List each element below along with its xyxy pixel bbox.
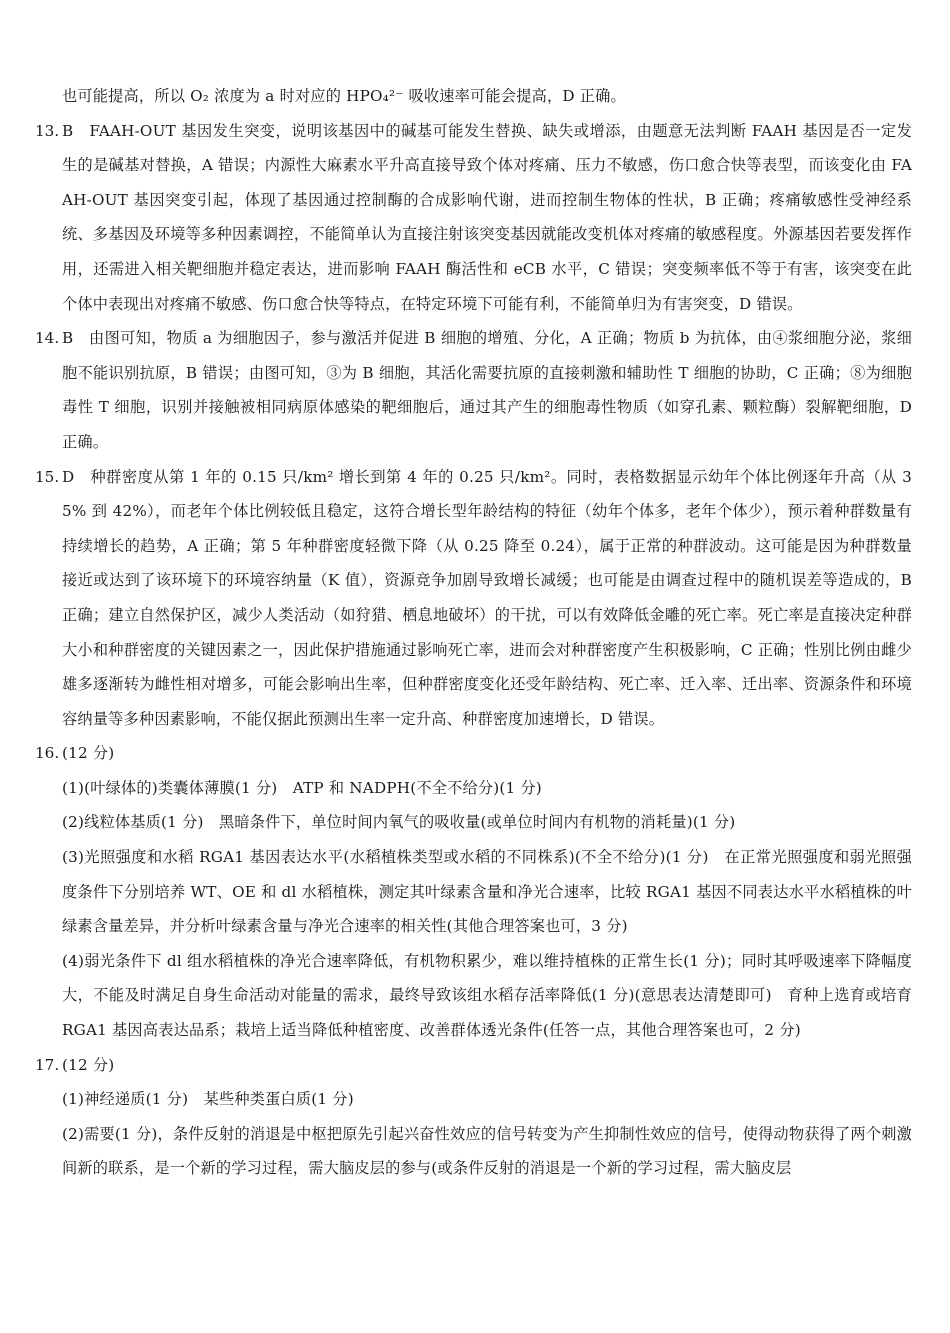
question-17 [35, 1048, 912, 1186]
question-number: 17. [35, 1055, 60, 1074]
question-14-text [62, 321, 912, 459]
sub-answer-1: (1)神经递质(1 分) 某些种类蛋白质(1 分) [62, 1090, 354, 1109]
question-16 [35, 736, 912, 1047]
sub-answer-2: (2)线粒体基质(1 分) 黑暗条件下，单位时间内氧气的吸收量(或单位时间内有机物的消耗量)(1 分) [62, 813, 736, 832]
answer-letter: B [62, 329, 74, 348]
question-score: (12 分) [62, 1055, 115, 1074]
sub-answer-3: (3)光照强度和水稻 RGA1 基因表达水平(水稻植株类型或水稻的不同株系)(不全不给分)(1 分) 在正常光照强度和弱光照强度条件下分别培养 WT、OE 和 dl 水稻植株，测定其叶绿素含量和净光合速率，比较 RGA1 基因不同表达水平水稻植株的叶绿素含量差异，并分析叶绿素含量与净光合速率的相关性(其他合理答案也可，3 分) [62, 848, 912, 936]
answer-letter: B [62, 121, 74, 140]
explanation: 由图可知，物质 a 为细胞因子，参与激活并促进 B 细胞的增殖、分化，A 正确；物质 b 为抗体，由④浆细胞分泌，浆细胞不能识别抗原，B 错误；由图可知，③为 B 细胞，其活化需要抗原的直接刺激和辅助性 T 细胞的协助，C 正确；⑧为细胞毒性 T 细胞，识别并接触被相同病原体感染的靶细胞后，通过其产生的细胞毒性物质（如穿孔素、颗粒酶）裂解靶细胞，D 正确。 [62, 329, 913, 451]
question-13 [35, 114, 913, 322]
sub-answer-1: (1)(叶绿体的)类囊体薄膜(1 分) ATP 和 NADPH(不全不给分)(1 分) [62, 778, 542, 797]
explanation: 种群密度从第 1 年的 0.15 只/km² 增长到第 4 年的 0.25 只/km²。同时，表格数据显示幼年个体比例逐年升高（从 35% 到 42%），而老年个体比例较低且稳定，这符合增长型年龄结构的特征（幼年个体多，老年个体少），预示着种群数量有持续增长的趋势，A 正确；第 5 年种群密度轻微下降（从 0.25 降至 0.24），属于正常的种群波动。这可能是因为种群数量接近或达到了该环境下的环境容纳量（K 值），资源竞争加剧导致增长减缓；也可能是由调查过程中的随机误差等造成的，B 正确；建立自然保护区，减少人类活动（如狩猎、栖息地破坏）的干扰，可以有效降低金雕的死亡率。死亡率是直接决定种群大小和种群密度的关键因素之一，因此保护措施通过影响死亡率，进而会对种群密度产生积极影响，C 正确；性别比例由雌少雄多逐渐转为雌性相对增多，可能会影响出生率，但种群密度变化还受年龄结构、死亡率、迁入率、迁出率、资源条件和环境容纳量等多种因素影响，不能仅据此预测出生率一定升高、种群密度加速增长，D 错误。 [62, 467, 912, 728]
question-15-text [62, 460, 912, 737]
question-number: 14. [35, 329, 60, 348]
explanation: FAAH-OUT 基因发生突变，说明该基因中的碱基可能发生替换、缺失或增添，由题意无法判断 FAAH 基因是否一定发生的是碱基对替换，A 错误；内源性大麻素水平升高直接导致个体对疼痛、压力不敏感，伤口愈合快等表型，而该变化由 FAAH-OUT 基因突变引起，体现了基因通过控制酶的合成影响代谢，进而控制生物体的性状，B 正确；疼痛敏感性受神经系统、多基因及环境等多种因素调控，不能简单认为直接注射该突变基因就能改变机体对疼痛的敏感程度。外源基因若要发挥作用，还需进入相关靶细胞并稳定表达，进而影响 FAAH 酶活性和 eCB 水平，C 错误；突变频率低不等于有害，该突变在此个体中表现出对疼痛不敏感、伤口愈合快等特点，在特定环境下可能有利，不能简单归为有害突变，D 错误。 [62, 121, 913, 313]
question-number: 15. [35, 467, 60, 486]
answer-letter: D [62, 467, 75, 486]
question-13-text [62, 114, 912, 322]
question-number: 16. [35, 744, 60, 763]
sub-answer-2: (2)需要(1 分)，条件反射的消退是中枢把原先引起兴奋性效应的信号转变为产生抑制性效应的信号，使得动物获得了两个刺激间新的联系，是一个新的学习过程，需大脑皮层的参与(或条件反射的消退是一个新的学习过程，需大脑皮层 [62, 1124, 912, 1178]
continuation-paragraph: 也可能提高，所以 O₂ 浓度为 a 时对应的 HPO₄²⁻ 吸收速率可能会提高，D 正确。 [62, 87, 626, 105]
question-14 [35, 321, 913, 459]
question-score: (12 分) [62, 744, 115, 763]
question-15 [35, 460, 912, 737]
sub-answer-4: (4)弱光条件下 dl 组水稻植株的净光合速率降低，有机物积累少，难以维持植株的正常生长(1 分)；同时其呼吸速率下降幅度大，不能及时满足自身生命活动对能量的需求，最终导致该组水稻存活率降低(1 分)(意思表达清楚即可) 育种上选育或培育 RGA1 基因高表达品系；栽培上适当降低种植密度、改善群体透光条件(任答一点，其他合理答案也可，2 分) [62, 951, 912, 1040]
question-number: 13. [35, 121, 60, 140]
